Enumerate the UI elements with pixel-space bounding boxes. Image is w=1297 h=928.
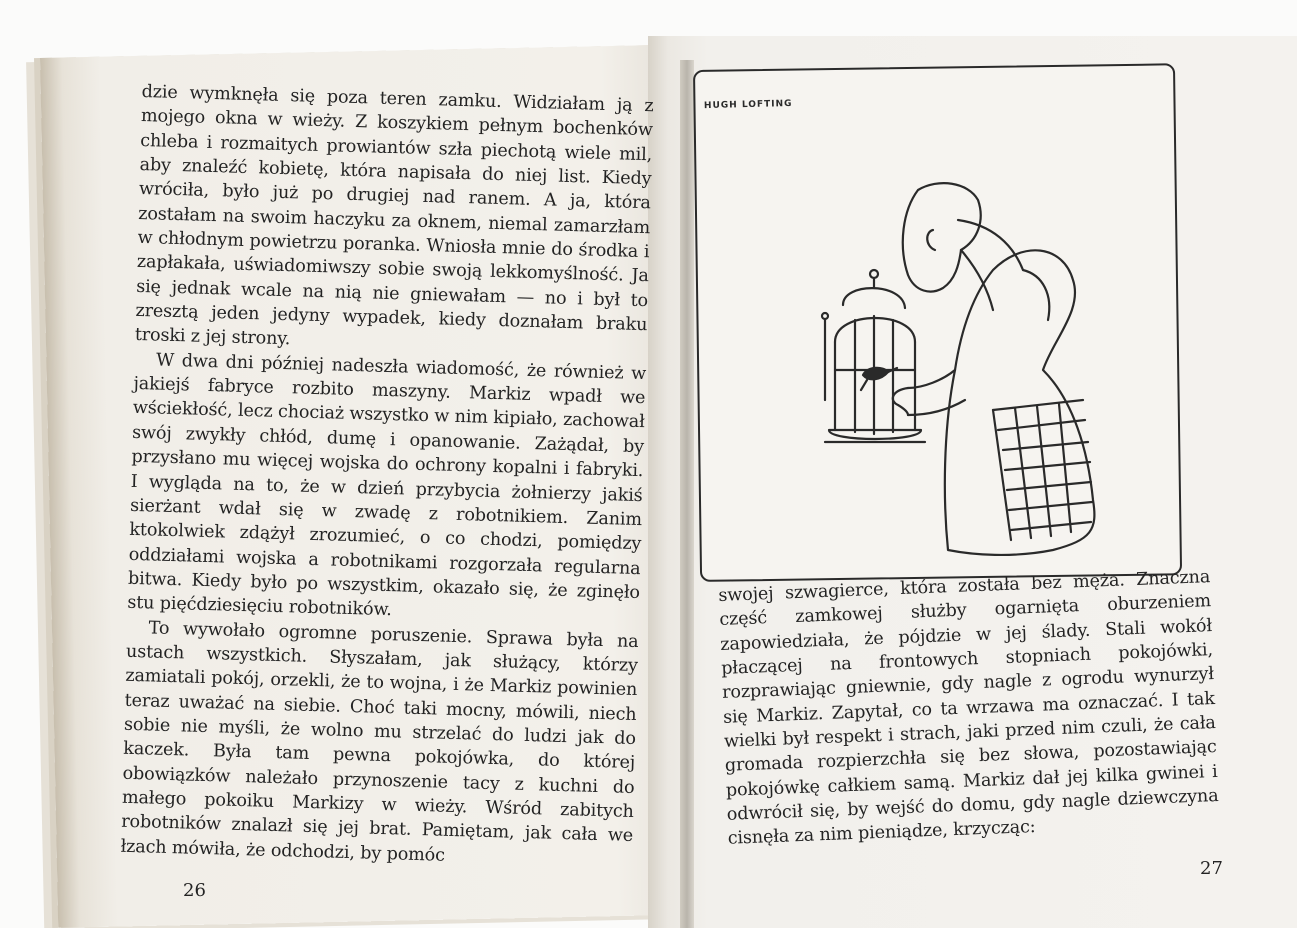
- left-paragraph-3: To wywołało ogromne poruszenie. Sprawa była na ustach wszystkich. Słyszałam, jak służący, którzy zamiatali pokój, orzekli, że to wojna, i że Markiz powinien teraz uważać na siebie. Choć taki mocny, mówili, niech sobie nie myśli, że wolno mu strzelać do ludzi jak do kaczek. Była tam pewna pokojówka, do której obowiązków należało przynoszenie tacy z kuchni do małego pokoiku Markizy w wieży. Wśród zabitych robotników znalazł się jej brat. Pamiętam, jak cała we łzach mówiła, że odchodzi, by pomóc: [120, 617, 639, 866]
- right-page-number: 27: [1200, 858, 1223, 879]
- illustration-credit: HUGH LOFTING: [703, 98, 793, 112]
- left-page-text: [120, 80, 654, 873]
- man-with-birdcage-drawing: [693, 70, 1171, 578]
- book-gutter: [680, 60, 694, 928]
- left-paragraph-2: W dwa dni później nadeszła wiadomość, że również w jakiejś fabryce rozbito maszyny. Markiz wpadł we wściekłość, lecz chociaż wszystko w nim kipiało, zachował swój zwykły chłód, dumę i opanowanie. Zażądał, by przysłano mu więcej wojska do ochrony kopalni i fabryki. I wygląda na to, że w dzień przybycia żołnierzy jakiś sierżant wdał się w zwadę z robotnikiem. Zanim ktokolwiek zdążył zrozumieć, o co chodzi, pomiędzy oddziałami wojska a robotnikami rozgorzała regularna bitwa. Kiedy było po wszystkim, okazało się, że zginęło stu pięćdziesięciu robotników.: [127, 350, 647, 621]
- right-paragraph-1: swojej szwagierce, która została bez męża. Znaczna część zamkowej służby ogarnięta oburzeniem zapowiedziała, że pójdzie w jej ślady. Stali wokół płaczącej na frontowych stopniach pokojówki, rozprawiając gniewnie, gdy nagle z ogrodu wynurzył się Markiz. Zapytał, co ta wrzawa ma oznaczać. I tak wielki był respekt i strach, jaki przed nim czuli, że cała gromada rozpierzchła się bez słowa, pozostawiając pokojówkę całkiem samą. Markiz dał jej kilka gwinei i odwrócił się, by wejść do domu, gdy nagle dziewczyna cisnęła za nim pieniądze, krzycząc:: [718, 567, 1219, 850]
- left-page-number: 26: [183, 880, 206, 901]
- right-page-text: [718, 565, 1220, 851]
- left-paragraph-1: dzie wymknęła się poza teren zamku. Widziałam ją z mojego okna w wieży. Z koszykiem pełnym bochenków chleba i rozmaitych prowiantów szła piechotą wiele mil, aby znaleźć kobietę, która napisała do niej list. Kiedy wróciła, było już po drugiej nad ranem. A ja, która zostałam na swoim haczyku za oknem, niemal zamarzłam w chłodnym powietrzu poranka. Wniosła mnie do środka i zapłakała, uświadomiwszy sobie swoją lekkomyślność. Ja się jednak wcale na nią nie gniewałam — no i był to zresztą jeden jedyny wypadek, kiedy doznałam braku troski z jej strony.: [134, 81, 654, 350]
